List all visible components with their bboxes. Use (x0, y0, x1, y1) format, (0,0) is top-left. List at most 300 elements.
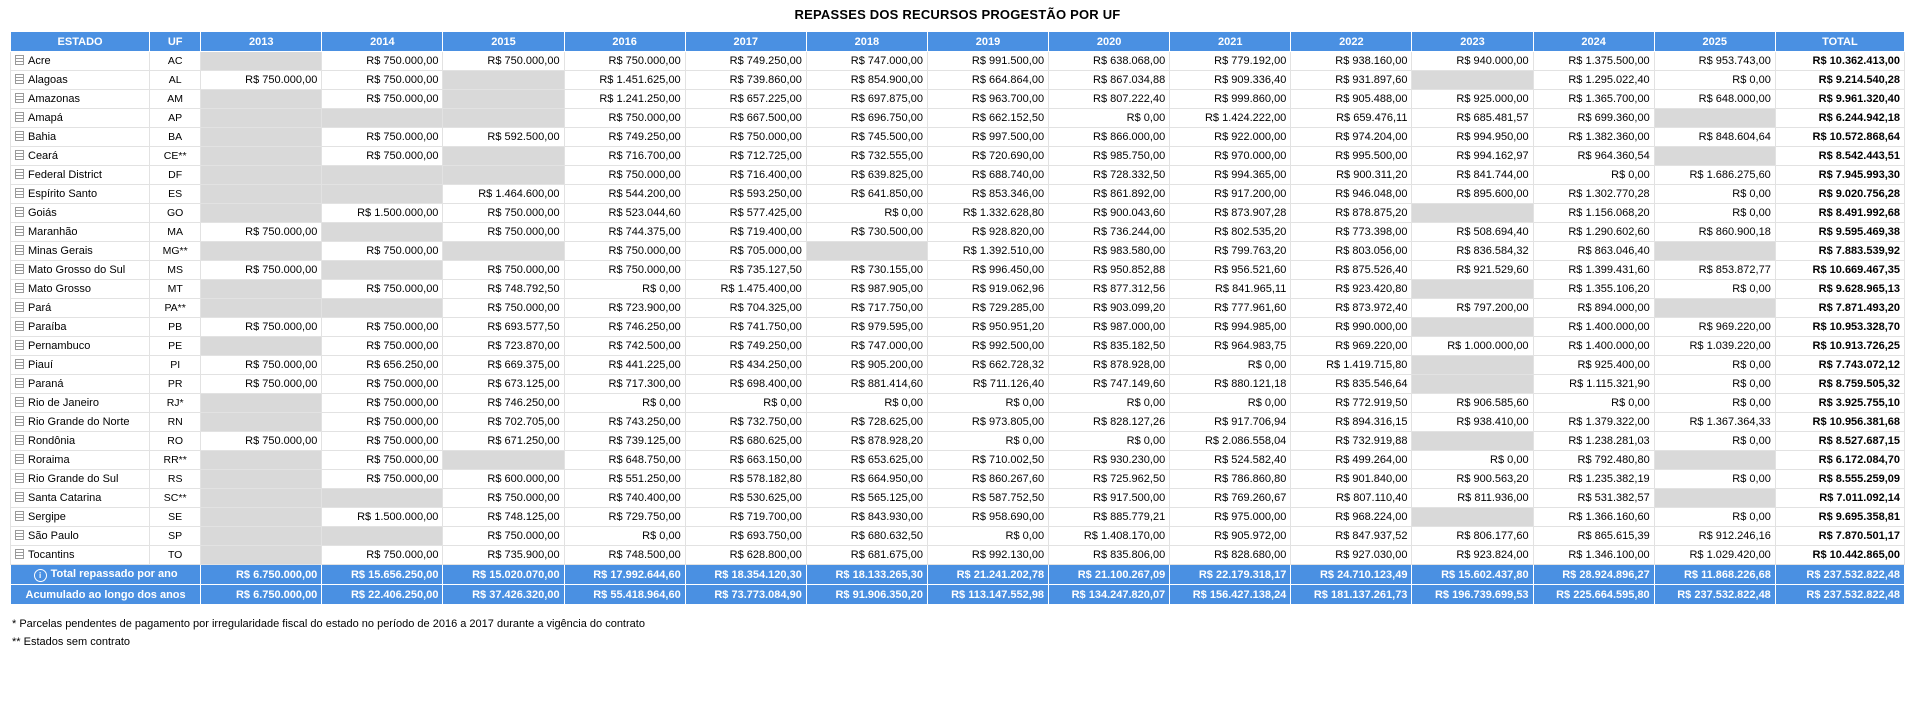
cell-value-2023: R$ 923.824,00 (1412, 546, 1533, 565)
col-header-2021[interactable]: 2021 (1170, 32, 1291, 52)
cell-uf: RR** (150, 451, 201, 470)
cell-value-2025 (1654, 299, 1775, 318)
cell-value-2020: R$ 878.928,00 (1049, 356, 1170, 375)
cell-value-2018 (806, 242, 927, 261)
cell-value-2018: R$ 747.000,00 (806, 52, 927, 71)
document-icon (15, 321, 24, 331)
cell-uf: GO (150, 204, 201, 223)
cell-value-2015: R$ 673.125,00 (443, 375, 564, 394)
summary-row (11, 565, 1905, 585)
table-row (11, 147, 1905, 166)
cell-value-2018: R$ 653.625,00 (806, 451, 927, 470)
cell-value-2021: R$ 917.200,00 (1170, 185, 1291, 204)
cell-estado (11, 299, 150, 318)
cell-value-2019: R$ 0,00 (927, 527, 1048, 546)
cell-value-2015: R$ 750.000,00 (443, 489, 564, 508)
cell-value-2015: R$ 748.125,00 (443, 508, 564, 527)
cell-value-2024: R$ 1.379.322,00 (1533, 413, 1654, 432)
cell-value-2016: R$ 0,00 (564, 527, 685, 546)
cell-value-2015: R$ 1.464.600,00 (443, 185, 564, 204)
cell-value-2017: R$ 628.800,00 (685, 546, 806, 565)
table-row (11, 318, 1905, 337)
cell-value-2019: R$ 991.500,00 (927, 52, 1048, 71)
cell-value-2020: R$ 807.222,40 (1049, 90, 1170, 109)
cell-value-2020: R$ 0,00 (1049, 109, 1170, 128)
cell-value-2015: R$ 592.500,00 (443, 128, 564, 147)
cell-value-2018: R$ 680.632,50 (806, 527, 927, 546)
cell-total: R$ 10.572.868,64 (1775, 128, 1904, 147)
cell-value-2018: R$ 843.930,00 (806, 508, 927, 527)
cell-estado (11, 318, 150, 337)
cell-value-2018: R$ 0,00 (806, 204, 927, 223)
cell-value-2022: R$ 946.048,00 (1291, 185, 1412, 204)
cell-value-2023: R$ 921.529,60 (1412, 261, 1533, 280)
cell-value-2025 (1654, 451, 1775, 470)
cell-value-2013 (201, 90, 322, 109)
estado-label: Sergipe (28, 511, 66, 523)
col-header-total[interactable]: TOTAL (1775, 32, 1904, 52)
cell-value-2015: R$ 702.705,00 (443, 413, 564, 432)
cell-value-2019: R$ 963.700,00 (927, 90, 1048, 109)
cell-value-2019: R$ 0,00 (927, 432, 1048, 451)
cell-value-2021: R$ 777.961,60 (1170, 299, 1291, 318)
estado-label: Espírito Santo (28, 188, 98, 200)
cell-value-2015 (443, 147, 564, 166)
footnotes (0, 605, 1915, 651)
cell-value-2013 (201, 280, 322, 299)
cell-value-2013 (201, 204, 322, 223)
table-row (11, 261, 1905, 280)
cell-value-2018: R$ 878.928,20 (806, 432, 927, 451)
cell-value-2025: R$ 1.039.220,00 (1654, 337, 1775, 356)
cell-value-2021: R$ 994.365,00 (1170, 166, 1291, 185)
summary-value-2018: R$ 18.133.265,30 (806, 565, 927, 585)
cell-value-2020: R$ 983.580,00 (1049, 242, 1170, 261)
cell-uf: MA (150, 223, 201, 242)
document-icon (15, 549, 24, 559)
cell-value-2021: R$ 769.260,67 (1170, 489, 1291, 508)
cell-value-2024: R$ 1.365.700,00 (1533, 90, 1654, 109)
document-icon (15, 283, 24, 293)
summary-value-2021: R$ 156.427.138,24 (1170, 585, 1291, 605)
cell-value-2025: R$ 0,00 (1654, 470, 1775, 489)
document-icon (15, 492, 24, 502)
cell-uf: TO (150, 546, 201, 565)
cell-value-2024: R$ 0,00 (1533, 166, 1654, 185)
cell-estado (11, 470, 150, 489)
cell-value-2020: R$ 835.806,00 (1049, 546, 1170, 565)
cell-value-2025 (1654, 109, 1775, 128)
cell-value-2018: R$ 979.595,00 (806, 318, 927, 337)
document-icon (15, 150, 24, 160)
cell-value-2014: R$ 750.000,00 (322, 413, 443, 432)
cell-total: R$ 7.883.539,92 (1775, 242, 1904, 261)
estado-label: Paraná (28, 378, 64, 390)
repasses-table (10, 31, 1905, 605)
cell-estado (11, 451, 150, 470)
cell-value-2018: R$ 565.125,00 (806, 489, 927, 508)
cell-total: R$ 10.913.726,25 (1775, 337, 1904, 356)
cell-value-2022: R$ 938.160,00 (1291, 52, 1412, 71)
cell-value-2020: R$ 835.182,50 (1049, 337, 1170, 356)
summary-value-2014: R$ 22.406.250,00 (322, 585, 443, 605)
cell-value-2021: R$ 799.763,20 (1170, 242, 1291, 261)
cell-value-2021: R$ 956.521,60 (1170, 261, 1291, 280)
cell-value-2020: R$ 747.149,60 (1049, 375, 1170, 394)
col-header-2013[interactable]: 2013 (201, 32, 322, 52)
cell-value-2018: R$ 732.555,00 (806, 147, 927, 166)
cell-value-2013 (201, 242, 322, 261)
cell-value-2019: R$ 928.820,00 (927, 223, 1048, 242)
cell-value-2024: R$ 531.382,57 (1533, 489, 1654, 508)
cell-estado (11, 147, 150, 166)
estado-label: Paraíba (28, 321, 67, 333)
document-icon (15, 131, 24, 141)
cell-value-2020: R$ 917.500,00 (1049, 489, 1170, 508)
table-row (11, 299, 1905, 318)
cell-uf: ES (150, 185, 201, 204)
cell-total: R$ 9.020.756,28 (1775, 185, 1904, 204)
summary-value-2024: R$ 28.924.896,27 (1533, 565, 1654, 585)
cell-value-2019: R$ 710.002,50 (927, 451, 1048, 470)
cell-uf: PB (150, 318, 201, 337)
cell-value-2018: R$ 747.000,00 (806, 337, 927, 356)
cell-uf: SE (150, 508, 201, 527)
cell-estado (11, 508, 150, 527)
cell-value-2024: R$ 894.000,00 (1533, 299, 1654, 318)
estado-label: Acre (28, 55, 51, 67)
cell-estado (11, 204, 150, 223)
cell-value-2017: R$ 735.127,50 (685, 261, 806, 280)
estado-label: Santa Catarina (28, 492, 102, 504)
cell-value-2022: R$ 835.546,64 (1291, 375, 1412, 394)
cell-value-2016: R$ 740.400,00 (564, 489, 685, 508)
cell-value-2014 (322, 185, 443, 204)
cell-value-2025: R$ 0,00 (1654, 508, 1775, 527)
cell-value-2025: R$ 953.743,00 (1654, 52, 1775, 71)
estado-label: Rio de Janeiro (28, 397, 99, 409)
col-header-estado[interactable]: ESTADO (11, 32, 150, 52)
cell-value-2020: R$ 900.043,60 (1049, 204, 1170, 223)
cell-value-2018: R$ 730.500,00 (806, 223, 927, 242)
table-row (11, 280, 1905, 299)
document-icon (15, 55, 24, 65)
summary-value-2013: R$ 6.750.000,00 (201, 565, 322, 585)
cell-uf: RS (150, 470, 201, 489)
cell-value-2016: R$ 716.700,00 (564, 147, 685, 166)
cell-value-2019: R$ 860.267,60 (927, 470, 1048, 489)
cell-value-2015: R$ 750.000,00 (443, 261, 564, 280)
cell-uf: AM (150, 90, 201, 109)
cell-value-2014: R$ 750.000,00 (322, 470, 443, 489)
summary-value-2025: R$ 11.868.226,68 (1654, 565, 1775, 585)
table-row (11, 413, 1905, 432)
col-header-2017[interactable]: 2017 (685, 32, 806, 52)
table-row (11, 52, 1905, 71)
estado-label: São Paulo (28, 530, 79, 542)
cell-value-2015: R$ 735.900,00 (443, 546, 564, 565)
cell-value-2016: R$ 749.250,00 (564, 128, 685, 147)
cell-value-2014 (322, 166, 443, 185)
estado-label: Piauí (28, 359, 54, 371)
cell-value-2015 (443, 90, 564, 109)
cell-value-2017: R$ 577.425,00 (685, 204, 806, 223)
col-header-2025[interactable]: 2025 (1654, 32, 1775, 52)
cell-estado (11, 109, 150, 128)
cell-estado (11, 489, 150, 508)
cell-estado (11, 337, 150, 356)
cell-value-2013 (201, 508, 322, 527)
col-header-2015[interactable]: 2015 (443, 32, 564, 52)
cell-value-2022: R$ 968.224,00 (1291, 508, 1412, 527)
cell-value-2016: R$ 523.044,60 (564, 204, 685, 223)
cell-value-2015: R$ 748.792,50 (443, 280, 564, 299)
estado-label: Mato Grosso do Sul (28, 264, 126, 276)
cell-uf: AC (150, 52, 201, 71)
cell-uf: MT (150, 280, 201, 299)
cell-value-2017: R$ 741.750,00 (685, 318, 806, 337)
cell-value-2018: R$ 987.905,00 (806, 280, 927, 299)
cell-value-2025: R$ 1.686.275,60 (1654, 166, 1775, 185)
cell-value-2020: R$ 0,00 (1049, 394, 1170, 413)
cell-value-2020: R$ 867.034,88 (1049, 71, 1170, 90)
cell-value-2023 (1412, 318, 1533, 337)
col-header-2023[interactable]: 2023 (1412, 32, 1533, 52)
cell-value-2017: R$ 716.400,00 (685, 166, 806, 185)
cell-value-2017: R$ 749.250,00 (685, 52, 806, 71)
cell-value-2014 (322, 299, 443, 318)
cell-estado (11, 71, 150, 90)
cell-value-2024: R$ 1.382.360,00 (1533, 128, 1654, 147)
cell-value-2014 (322, 109, 443, 128)
cell-value-2017: R$ 750.000,00 (685, 128, 806, 147)
summary-value-2017: R$ 18.354.120,30 (685, 565, 806, 585)
document-icon (15, 416, 24, 426)
table-row (11, 204, 1905, 223)
cell-value-2013 (201, 147, 322, 166)
cell-estado (11, 52, 150, 71)
summary-total: R$ 237.532.822,48 (1775, 585, 1904, 605)
summary-value-2022: R$ 24.710.123,49 (1291, 565, 1412, 585)
document-icon (15, 473, 24, 483)
document-icon (15, 397, 24, 407)
cell-value-2015: R$ 750.000,00 (443, 527, 564, 546)
cell-value-2022: R$ 923.420,80 (1291, 280, 1412, 299)
cell-value-2023: R$ 895.600,00 (1412, 185, 1533, 204)
cell-value-2022: R$ 1.419.715,80 (1291, 356, 1412, 375)
col-header-2018[interactable]: 2018 (806, 32, 927, 52)
table-row (11, 527, 1905, 546)
cell-total: R$ 7.945.993,30 (1775, 166, 1904, 185)
cell-value-2018: R$ 905.200,00 (806, 356, 927, 375)
cell-value-2014 (322, 489, 443, 508)
summary-value-2022: R$ 181.137.261,73 (1291, 585, 1412, 605)
cell-value-2021: R$ 786.860,80 (1170, 470, 1291, 489)
cell-value-2023: R$ 940.000,00 (1412, 52, 1533, 71)
cell-value-2016: R$ 750.000,00 (564, 52, 685, 71)
cell-value-2022: R$ 847.937,52 (1291, 527, 1412, 546)
cell-value-2025: R$ 0,00 (1654, 394, 1775, 413)
cell-uf: PA** (150, 299, 201, 318)
cell-value-2020: R$ 736.244,00 (1049, 223, 1170, 242)
cell-value-2023: R$ 925.000,00 (1412, 90, 1533, 109)
cell-value-2017: R$ 667.500,00 (685, 109, 806, 128)
cell-total: R$ 8.555.259,09 (1775, 470, 1904, 489)
cell-uf: BA (150, 128, 201, 147)
estado-label: Mato Grosso (28, 283, 91, 295)
cell-value-2025: R$ 0,00 (1654, 280, 1775, 299)
cell-value-2016: R$ 742.500,00 (564, 337, 685, 356)
cell-value-2020: R$ 728.332,50 (1049, 166, 1170, 185)
cell-uf: PI (150, 356, 201, 375)
cell-value-2017: R$ 693.750,00 (685, 527, 806, 546)
cell-value-2024: R$ 1.399.431,60 (1533, 261, 1654, 280)
cell-value-2017: R$ 739.860,00 (685, 71, 806, 90)
cell-total: R$ 9.214.540,28 (1775, 71, 1904, 90)
cell-value-2025: R$ 860.900,18 (1654, 223, 1775, 242)
cell-estado (11, 394, 150, 413)
cell-value-2023 (1412, 280, 1533, 299)
cell-value-2025: R$ 1.029.420,00 (1654, 546, 1775, 565)
cell-value-2020: R$ 861.892,00 (1049, 185, 1170, 204)
estado-label: Minas Gerais (28, 245, 93, 257)
cell-value-2022: R$ 772.919,50 (1291, 394, 1412, 413)
cell-value-2017: R$ 530.625,00 (685, 489, 806, 508)
cell-total: R$ 7.011.092,14 (1775, 489, 1904, 508)
cell-value-2025 (1654, 489, 1775, 508)
cell-total: R$ 8.542.443,51 (1775, 147, 1904, 166)
cell-value-2018: R$ 0,00 (806, 394, 927, 413)
cell-uf: CE** (150, 147, 201, 166)
cell-value-2020: R$ 985.750,00 (1049, 147, 1170, 166)
cell-value-2024: R$ 0,00 (1533, 394, 1654, 413)
cell-value-2018: R$ 745.500,00 (806, 128, 927, 147)
cell-value-2023 (1412, 432, 1533, 451)
summary-value-2020: R$ 21.100.267,09 (1049, 565, 1170, 585)
cell-estado (11, 166, 150, 185)
cell-value-2014: R$ 1.500.000,00 (322, 508, 443, 527)
table-row (11, 508, 1905, 527)
cell-value-2021: R$ 970.000,00 (1170, 147, 1291, 166)
cell-value-2020: R$ 0,00 (1049, 432, 1170, 451)
col-header-2024[interactable]: 2024 (1533, 32, 1654, 52)
cell-value-2020: R$ 885.779,21 (1049, 508, 1170, 527)
document-icon (15, 340, 24, 350)
cell-value-2019: R$ 997.500,00 (927, 128, 1048, 147)
col-header-uf[interactable]: UF (150, 32, 201, 52)
cell-value-2021: R$ 0,00 (1170, 356, 1291, 375)
cell-uf: RJ* (150, 394, 201, 413)
cell-value-2016: R$ 746.250,00 (564, 318, 685, 337)
summary-label-text: Total repassado por ano (50, 567, 178, 580)
summary-value-2019: R$ 113.147.552,98 (927, 585, 1048, 605)
cell-value-2023 (1412, 71, 1533, 90)
cell-value-2016: R$ 750.000,00 (564, 109, 685, 128)
cell-value-2014: R$ 750.000,00 (322, 128, 443, 147)
cell-value-2014: R$ 750.000,00 (322, 90, 443, 109)
cell-value-2025 (1654, 242, 1775, 261)
cell-total: R$ 6.244.942,18 (1775, 109, 1904, 128)
table-row (11, 451, 1905, 470)
cell-value-2024: R$ 1.375.500,00 (1533, 52, 1654, 71)
cell-value-2016: R$ 750.000,00 (564, 261, 685, 280)
cell-total: R$ 7.871.493,20 (1775, 299, 1904, 318)
cell-value-2020: R$ 930.230,00 (1049, 451, 1170, 470)
cell-uf: MG** (150, 242, 201, 261)
table-row (11, 242, 1905, 261)
summary-value-2015: R$ 37.426.320,00 (443, 585, 564, 605)
summary-value-2020: R$ 134.247.820,07 (1049, 585, 1170, 605)
cell-value-2017: R$ 663.150,00 (685, 451, 806, 470)
summary-label-text: Acumulado ao longo dos anos (25, 588, 186, 601)
estado-label: Pará (28, 302, 52, 314)
summary-value-2019: R$ 21.241.202,78 (927, 565, 1048, 585)
cell-value-2014: R$ 656.250,00 (322, 356, 443, 375)
cell-value-2013 (201, 109, 322, 128)
cell-estado (11, 128, 150, 147)
cell-value-2024: R$ 925.400,00 (1533, 356, 1654, 375)
col-header-2016[interactable]: 2016 (564, 32, 685, 52)
cell-value-2022: R$ 732.919,88 (1291, 432, 1412, 451)
page-title: REPASSES DOS RECURSOS PROGESTÃO POR UF (794, 7, 1121, 22)
cell-value-2014: R$ 750.000,00 (322, 52, 443, 71)
cell-value-2016: R$ 0,00 (564, 280, 685, 299)
cell-uf: AL (150, 71, 201, 90)
cell-value-2021: R$ 975.000,00 (1170, 508, 1291, 527)
col-header-2022[interactable]: 2022 (1291, 32, 1412, 52)
cell-value-2022: R$ 873.972,40 (1291, 299, 1412, 318)
cell-value-2017: R$ 705.000,00 (685, 242, 806, 261)
cell-value-2020: R$ 877.312,56 (1049, 280, 1170, 299)
document-icon (15, 112, 24, 122)
document-icon (15, 511, 24, 521)
col-header-2020[interactable]: 2020 (1049, 32, 1170, 52)
col-header-2014[interactable]: 2014 (322, 32, 443, 52)
col-header-2019[interactable]: 2019 (927, 32, 1048, 52)
summary-label (11, 565, 201, 585)
cell-estado (11, 432, 150, 451)
cell-value-2019: R$ 662.728,32 (927, 356, 1048, 375)
document-icon (15, 264, 24, 274)
cell-value-2019: R$ 662.152,50 (927, 109, 1048, 128)
cell-value-2018: R$ 641.850,00 (806, 185, 927, 204)
cell-estado (11, 261, 150, 280)
estado-label: Bahia (28, 131, 57, 143)
cell-value-2024: R$ 699.360,00 (1533, 109, 1654, 128)
cell-value-2022: R$ 974.204,00 (1291, 128, 1412, 147)
cell-value-2013 (201, 185, 322, 204)
document-icon (15, 378, 24, 388)
estado-label: Roraima (28, 454, 70, 466)
cell-value-2022: R$ 878.875,20 (1291, 204, 1412, 223)
cell-value-2015 (443, 71, 564, 90)
estado-label: Rio Grande do Norte (28, 416, 130, 428)
cell-value-2021: R$ 999.860,00 (1170, 90, 1291, 109)
estado-label: Amapá (28, 112, 63, 124)
summary-value-2018: R$ 91.906.350,20 (806, 585, 927, 605)
cell-estado (11, 413, 150, 432)
cell-estado (11, 90, 150, 109)
table-row (11, 356, 1905, 375)
cell-value-2023: R$ 906.585,60 (1412, 394, 1533, 413)
cell-value-2021: R$ 779.192,00 (1170, 52, 1291, 71)
cell-value-2017: R$ 578.182,80 (685, 470, 806, 489)
cell-estado (11, 375, 150, 394)
estado-label: Tocantins (28, 549, 75, 561)
estado-label: Rondônia (28, 435, 76, 447)
cell-value-2018: R$ 697.875,00 (806, 90, 927, 109)
cell-value-2025: R$ 969.220,00 (1654, 318, 1775, 337)
